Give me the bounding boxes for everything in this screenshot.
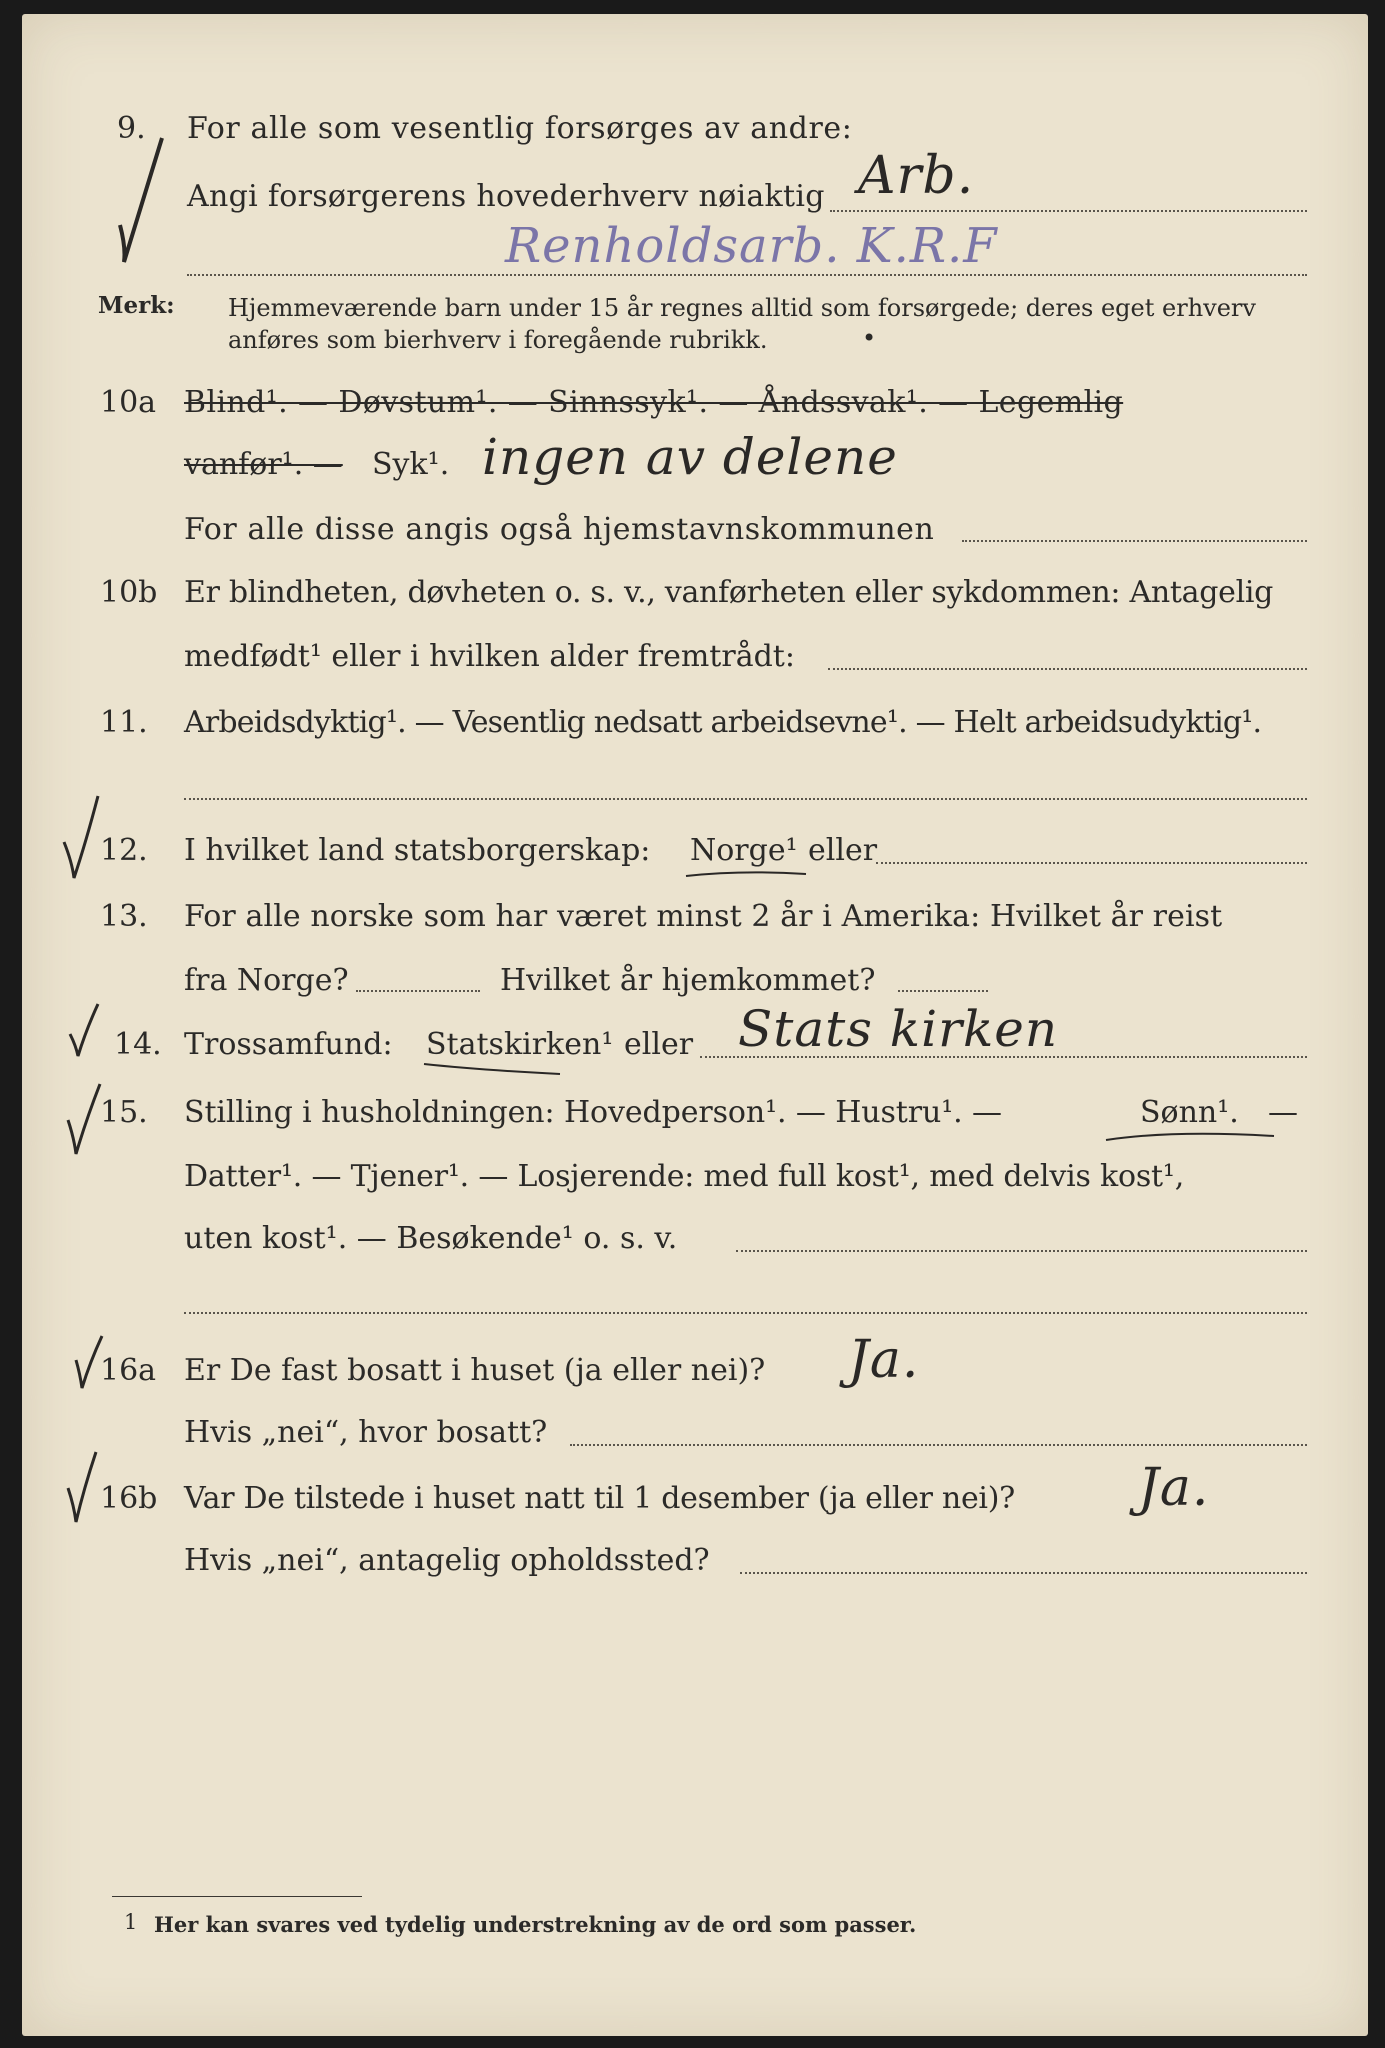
- q10a-line2-struck: vanfør¹. —: [184, 447, 343, 482]
- q13-year-left-line: [356, 990, 480, 992]
- underline-mark: [420, 1060, 570, 1080]
- merk-bullet: •: [862, 324, 877, 352]
- q10a-line2-sick: Syk¹.: [372, 447, 450, 482]
- q15-answer-line: [736, 1250, 1307, 1252]
- q14-handwritten-answer: Stats kirken: [738, 1000, 1059, 1058]
- q10b-line2: medfødt¹ eller i hvilken alder fremtrådt:: [184, 639, 795, 674]
- q16b-line2: Hvis „nei“, antagelig opholdssted?: [184, 1543, 710, 1578]
- check-mark-icon: [64, 1448, 104, 1528]
- footnote-text: Her kan svares ved tydelig understrekning av de ord som passer.: [154, 1912, 917, 1937]
- q14-tail: eller: [624, 1027, 694, 1062]
- underline-mark: [682, 868, 812, 880]
- q15-line3: uten kost¹. — Besøkende¹ o. s. v.: [184, 1221, 678, 1256]
- q13-number: 13.: [100, 899, 148, 934]
- q11-line1: Arbeidsdyktig¹. — Vesentlig nedsatt arbeidsevne¹. — Helt arbeidsudyktig¹.: [184, 705, 1262, 740]
- q15-option-sonn: Sønn¹.: [1140, 1095, 1239, 1130]
- q16a-number: 16a: [100, 1353, 157, 1388]
- underline-mark: [1102, 1128, 1282, 1146]
- q10b-line1: Er blindheten, døvheten o. s. v., vanførheten eller sykdommen: Antagelig: [184, 575, 1274, 610]
- q10b-number: 10b: [100, 575, 158, 610]
- q16b-answer-line: [740, 1572, 1307, 1574]
- q15-line2: Datter¹. — Tjener¹. — Losjerende: med full kost¹, med delvis kost¹,: [184, 1159, 1185, 1194]
- q9-handwritten-answer: Arb.: [858, 146, 975, 206]
- q9-answer-line: [830, 210, 1307, 212]
- q12-tail: eller: [808, 833, 878, 868]
- q9-line2: Angi forsørgerens hovederhverv nøiaktig: [187, 179, 825, 214]
- q14-option-statskirken: Statskirken¹: [426, 1027, 614, 1062]
- q9-answer-line-2: [187, 274, 1307, 276]
- q12-line1: I hvilket land statsborgerskap:: [184, 833, 651, 868]
- q12-answer-line: [876, 862, 1307, 864]
- q9-stamped-answer: Renholdsarb. K.R.F: [505, 218, 998, 274]
- q16a-handwritten-answer: Ja.: [848, 1330, 920, 1390]
- merk-line2: anføres som bierhverv i foregående rubrikk.: [228, 326, 768, 354]
- q10a-line1: Blind¹. — Døvstum¹. — Sinnssyk¹. — Åndssvak¹. — Legemlig: [184, 385, 1124, 420]
- check-mark-icon: [110, 130, 170, 270]
- q13-line1: For alle norske som har været minst 2 år i Amerika: Hvilket år reist: [184, 899, 1223, 934]
- q16a-answer-line: [570, 1444, 1307, 1446]
- q10b-answer-line: [828, 668, 1307, 670]
- q13-line2b: Hvilket år hjemkommet?: [500, 963, 876, 998]
- q16b-handwritten-answer: Ja.: [1138, 1458, 1210, 1518]
- q16a-line2: Hvis „nei“, hvor bosatt?: [184, 1415, 548, 1450]
- q12-number: 12.: [100, 833, 148, 868]
- q10a-answer-line: [962, 540, 1307, 542]
- footnote-rule: [112, 1896, 362, 1897]
- q9-line1: For alle som vesentlig forsørges av andre:: [187, 111, 853, 146]
- q15-line1a: Stilling i husholdningen: Hovedperson¹. — Hustru¹. —: [184, 1095, 1002, 1130]
- merk-line1: Hjemmeværende barn under 15 år regnes alltid som forsørgede; deres eget erhverv: [228, 294, 1256, 322]
- q10a-handwritten-answer: ingen av delene: [482, 428, 898, 486]
- q14-number: 14.: [114, 1027, 162, 1062]
- q10a-line3: For alle disse angis også hjemstavnskommunen: [184, 512, 935, 547]
- q13-line2a: fra Norge?: [184, 963, 349, 998]
- q11-answer-line: [184, 798, 1307, 800]
- q11-number: 11.: [100, 705, 148, 740]
- merk-label: Merk:: [98, 292, 175, 319]
- q16b-number: 16b: [100, 1481, 158, 1516]
- q13-year-returned-line: [898, 990, 988, 992]
- q16a-line1: Er De fast bosatt i huset (ja eller nei)?: [184, 1353, 766, 1388]
- q16b-line1: Var De tilstede i huset natt til 1 desember (ja eller nei)?: [184, 1481, 1015, 1516]
- q12-option-norge: Norge¹: [690, 833, 798, 868]
- q14-label: Trossamfund:: [184, 1027, 393, 1062]
- q9-number: 9.: [117, 111, 146, 146]
- q15-answer-line-2: [184, 1312, 1307, 1314]
- footnote-mark: 1: [124, 1910, 138, 1934]
- q15-number: 15.: [100, 1095, 148, 1130]
- q15-dash: —: [1268, 1095, 1298, 1130]
- check-mark-icon: [66, 1000, 106, 1060]
- q10a-number: 10a: [100, 385, 157, 420]
